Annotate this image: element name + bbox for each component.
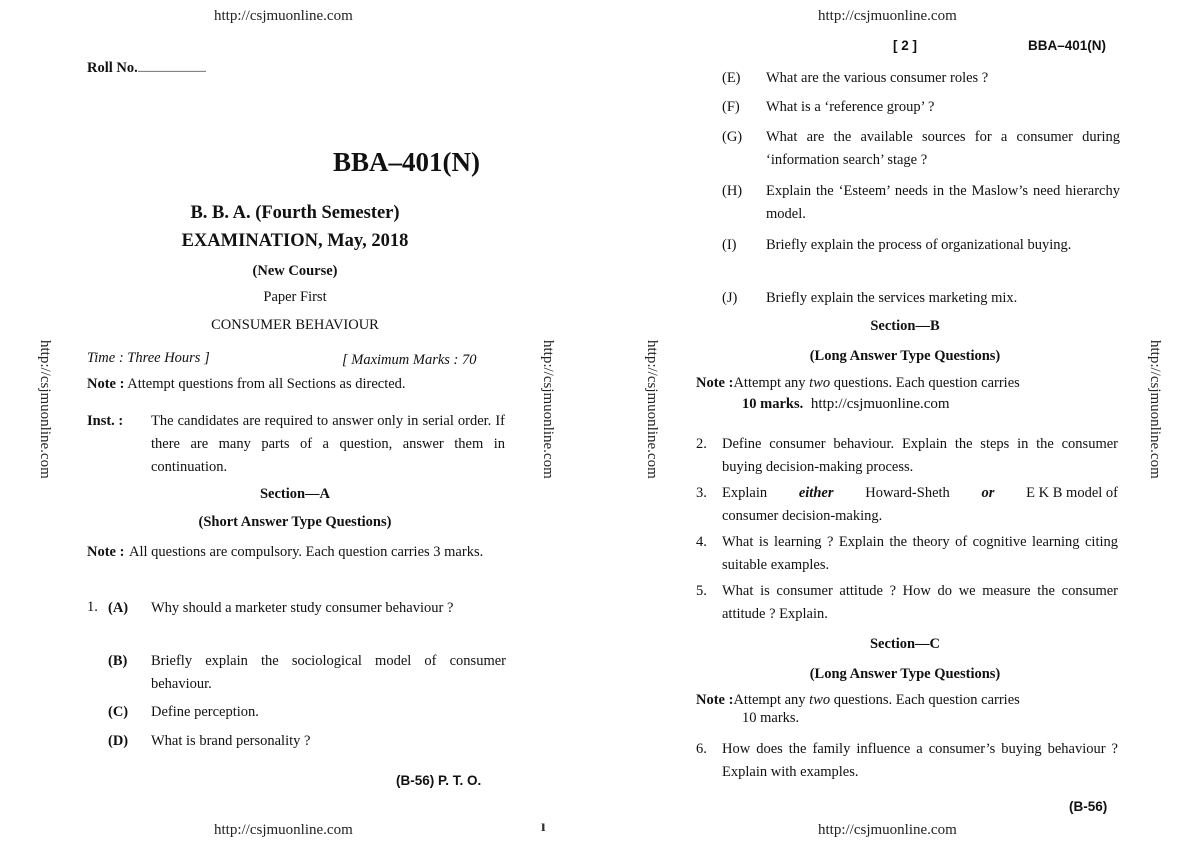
section-a-note-text: All questions are compulsory. Each question carries 3 marks. bbox=[129, 544, 484, 560]
question-3-part-3: E K B model of bbox=[1026, 485, 1118, 501]
maximum-marks: [ Maximum Marks : 70 bbox=[342, 352, 477, 368]
question-4 bbox=[696, 531, 1120, 577]
section-a-note-label: Note : bbox=[87, 544, 125, 560]
question-3-text bbox=[722, 482, 1118, 528]
watermark-bottom-right: http://csjmuonline.com bbox=[818, 822, 957, 838]
watermark-vertical-left: http://csjmuonline.com bbox=[37, 340, 53, 479]
section-c-heading: Section—C bbox=[869, 636, 941, 652]
section-c-note bbox=[696, 691, 1120, 727]
question-1j-text: Briefly explain the services marketing mix. bbox=[766, 290, 1018, 306]
question-5 bbox=[696, 580, 1120, 626]
section-c-note-label: Note : bbox=[696, 692, 734, 708]
question-6 bbox=[696, 738, 1120, 784]
right-paper-code: BBA–401(N) bbox=[1028, 38, 1107, 53]
section-b-note-url: http://csjmuonline.com bbox=[810, 396, 950, 412]
question-1d-label: (D) bbox=[108, 733, 129, 749]
section-c-note-two: two bbox=[809, 692, 831, 708]
question-5-text: What is consumer attitude ? How do we measure the consumer attitude ? Explain. bbox=[722, 583, 1118, 622]
watermark-bottom-left: http://csjmuonline.com bbox=[214, 822, 353, 838]
question-1d-text: What is brand personality ? bbox=[151, 733, 311, 749]
question-2-number: 2. bbox=[696, 436, 707, 452]
question-1a-label: (A) bbox=[108, 600, 129, 616]
question-1b bbox=[108, 650, 508, 696]
question-1c-label: (C) bbox=[108, 704, 129, 720]
section-c-note-line-1 bbox=[696, 691, 1020, 709]
question-3-or: or bbox=[981, 485, 995, 501]
section-b-type: (Long Answer Type Questions) bbox=[809, 348, 1001, 364]
question-1g bbox=[722, 126, 1120, 172]
question-1e-label: (E) bbox=[722, 70, 741, 86]
question-1e-text: What are the various consumer roles ? bbox=[766, 70, 989, 86]
question-2 bbox=[696, 433, 1120, 479]
section-a-note bbox=[87, 541, 507, 587]
section-c-note-text-2: questions. Each question carries bbox=[833, 692, 1020, 708]
instructions bbox=[87, 410, 507, 480]
question-1a bbox=[108, 597, 508, 643]
question-1b-text: Briefly explain the sociological model of consumer behaviour. bbox=[151, 653, 506, 692]
question-1g-text: What are the available sources for a consumer during ‘information search’ stage ? bbox=[766, 129, 1120, 168]
roll-no-dots: .................................. bbox=[137, 64, 206, 75]
course-type: (New Course) bbox=[252, 263, 338, 279]
question-4-text: What is learning ? Explain the theory of cognitive learning citing suitable examples. bbox=[722, 534, 1118, 573]
section-b-heading: Section—B bbox=[870, 318, 940, 334]
question-6-text: How does the family influence a consumer’s buying behaviour ? Explain with examples. bbox=[722, 741, 1118, 780]
page-number: [ 2 ] bbox=[893, 38, 918, 53]
left-page-footer: (B-56) P. T. O. bbox=[396, 773, 482, 788]
question-1f-label: (F) bbox=[722, 99, 740, 115]
subject-title: CONSUMER BEHAVIOUR bbox=[211, 317, 379, 333]
paper-number: Paper First bbox=[263, 289, 327, 305]
section-a-heading: Section—A bbox=[259, 486, 331, 502]
question-3-part-2: Howard-Sheth bbox=[865, 485, 950, 501]
question-1j bbox=[722, 287, 1120, 310]
exam-title: EXAMINATION, May, 2018 bbox=[181, 231, 409, 251]
question-1i bbox=[722, 234, 1120, 280]
question-1f bbox=[722, 96, 1120, 119]
section-c-type: (Long Answer Type Questions) bbox=[809, 666, 1001, 682]
question-1e bbox=[722, 67, 1120, 90]
question-1h-label: (H) bbox=[722, 183, 743, 199]
question-5-number: 5. bbox=[696, 583, 707, 599]
question-1g-label: (G) bbox=[722, 129, 743, 145]
question-1h bbox=[722, 180, 1120, 226]
general-note bbox=[87, 376, 406, 393]
section-b-note bbox=[696, 375, 1120, 413]
section-b-note-two: two bbox=[809, 375, 831, 391]
section-b-note-text-3: 10 marks. bbox=[742, 396, 804, 412]
roll-no-label: Roll No. bbox=[87, 60, 138, 76]
section-b-note-text-2: questions. Each question carries bbox=[833, 375, 1020, 391]
question-3-part-1: Explain bbox=[722, 485, 768, 501]
section-c-note-text-1: Attempt any bbox=[733, 692, 806, 708]
question-1c bbox=[108, 701, 508, 724]
question-6-number: 6. bbox=[696, 741, 707, 757]
watermark-vertical-center-right: http://csjmuonline.com bbox=[644, 340, 660, 479]
instructions-label: Inst. : bbox=[87, 413, 124, 429]
general-note-text: Attempt questions from all Sections as directed. bbox=[127, 376, 406, 392]
watermark-top-left: http://csjmuonline.com bbox=[214, 8, 353, 24]
question-1c-text: Define perception. bbox=[151, 704, 259, 720]
question-4-number: 4. bbox=[696, 534, 707, 550]
paper-code: BBA–401(N) bbox=[333, 147, 480, 177]
degree-title: B. B. A. (Fourth Semester) bbox=[190, 203, 400, 223]
section-b-note-line-1 bbox=[696, 375, 1020, 392]
section-a-type: (Short Answer Type Questions) bbox=[198, 514, 392, 530]
question-1f-text: What is a ‘reference group’ ? bbox=[766, 99, 935, 115]
question-1j-label: (J) bbox=[722, 290, 738, 306]
roll-no bbox=[87, 60, 206, 77]
question-3-line-2: consumer decision-making. bbox=[722, 508, 883, 524]
question-1h-text: Explain the ‘Esteem’ needs in the Maslow’s need hierarchy model. bbox=[766, 183, 1120, 222]
question-1a-text: Why should a marketer study consumer behaviour ? bbox=[151, 600, 454, 616]
bottom-page-mark: ı bbox=[541, 818, 546, 835]
section-b-note-text-1: Attempt any bbox=[733, 375, 806, 391]
question-2-text: Define consumer behaviour. Explain the steps in the consumer buying decision-making process. bbox=[722, 436, 1118, 475]
question-1b-label: (B) bbox=[108, 653, 128, 669]
instructions-text: The candidates are required to answer only in serial order. If there are many parts of a question, answer them in continuation. bbox=[151, 413, 505, 475]
question-3 bbox=[696, 482, 1120, 528]
time-allowed: Time : Three Hours ] bbox=[87, 350, 210, 366]
question-1i-label: (I) bbox=[722, 237, 737, 253]
question-1i-text: Briefly explain the process of organizational buying. bbox=[766, 237, 1072, 253]
section-b-note-label: Note : bbox=[696, 375, 734, 391]
watermark-top-right: http://csjmuonline.com bbox=[818, 8, 957, 24]
general-note-label: Note : bbox=[87, 376, 125, 392]
question-3-either: either bbox=[798, 485, 834, 501]
section-c-note-text-3: 10 marks. bbox=[742, 710, 800, 726]
watermark-vertical-right: http://csjmuonline.com bbox=[1147, 340, 1163, 479]
question-1d bbox=[108, 730, 508, 753]
question-3-number: 3. bbox=[696, 485, 707, 501]
right-page-footer: (B-56) bbox=[1069, 799, 1108, 814]
question-1-number: 1. bbox=[87, 599, 98, 615]
watermark-vertical-center-left: http://csjmuonline.com bbox=[540, 340, 556, 479]
